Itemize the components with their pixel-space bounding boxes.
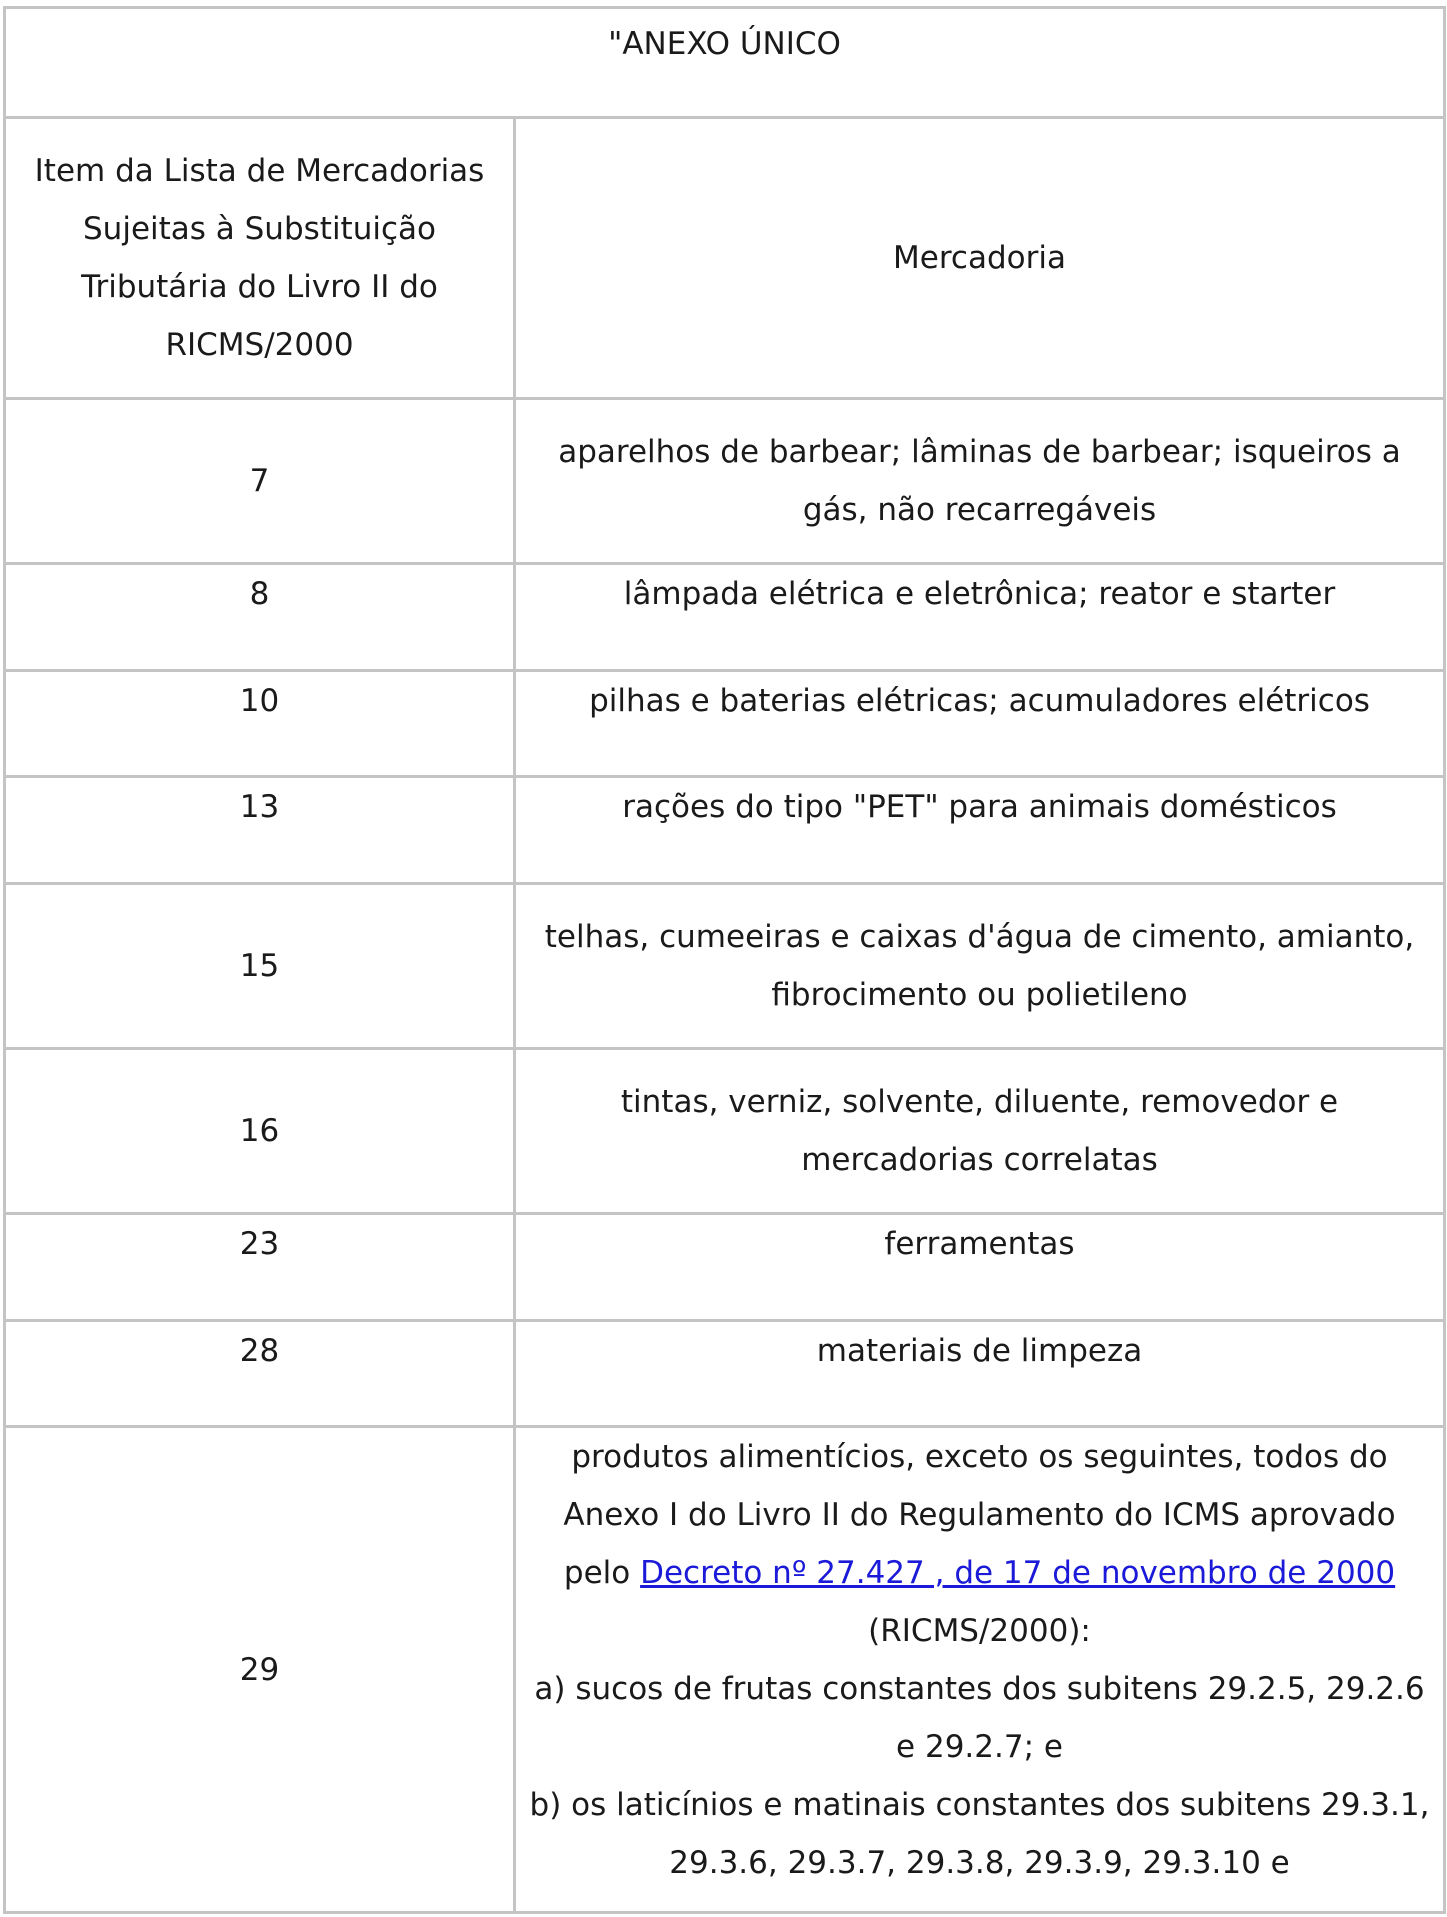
table-row — [5, 777, 1445, 884]
row-item: 8 — [5, 564, 515, 671]
header-item-column: Item da Lista de Mercadorias Sujeitas à Substituição Tributária do Livro II do RICMS/2000 — [5, 118, 515, 399]
merc-exception-b: b) os laticínios e matinais constantes dos subitens 29.3.1, 29.3.6, 29.3.7, 29.3.8, 29.3.9, 29.3.10 e — [529, 1787, 1430, 1881]
row-item: 23 — [5, 1214, 515, 1321]
row-item: 10 — [5, 671, 515, 777]
row-item: 13 — [5, 777, 515, 884]
merc-exception-a: a) sucos de frutas constantes dos subitens 29.2.5, 29.2.6 e 29.2.7; e — [534, 1671, 1425, 1765]
row-merc: rações do tipo "PET" para animais domésticos — [515, 777, 1445, 884]
annex-table — [3, 6, 1446, 1914]
table-row — [5, 564, 1445, 671]
merc-text-before-link: produtos alimentícios, exceto os seguintes, todos do Anexo I do Livro II do Regulamento do ICMS aprovado pelo — [563, 1439, 1396, 1591]
row-merc: telhas, cumeeiras e caixas d'água de cimento, amianto, fibrocimento ou polietileno — [515, 884, 1445, 1049]
row-item: 29 — [5, 1427, 515, 1913]
header-merc-column: Mercadoria — [515, 118, 1445, 399]
table-row — [5, 671, 1445, 777]
table-row — [5, 1214, 1445, 1321]
annex-title: "ANEXO ÚNICO — [5, 8, 1445, 118]
row-merc: ferramentas — [515, 1214, 1445, 1321]
table-row — [5, 884, 1445, 1049]
row-item: 15 — [5, 884, 515, 1049]
row-merc: lâmpada elétrica e eletrônica; reator e starter — [515, 564, 1445, 671]
table-row — [5, 1049, 1445, 1214]
header-row — [5, 118, 1445, 399]
row-merc: tintas, verniz, solvente, diluente, removedor e mercadorias correlatas — [515, 1049, 1445, 1214]
table-row — [5, 399, 1445, 564]
row-item: 28 — [5, 1321, 515, 1427]
merc-intro — [563, 1439, 1395, 1649]
row-item: 16 — [5, 1049, 515, 1214]
row-item: 7 — [5, 399, 515, 564]
decree-link[interactable]: Decreto nº 27.427 , de 17 de novembro de 2000 — [640, 1555, 1396, 1591]
table-row — [5, 1427, 1445, 1913]
row-merc: materiais de limpeza — [515, 1321, 1445, 1427]
table-row — [5, 1321, 1445, 1427]
title-row — [5, 8, 1445, 118]
row-merc: aparelhos de barbear; lâminas de barbear; isqueiros a gás, não recarregáveis — [515, 399, 1445, 564]
merc-text-after-link: (RICMS/2000): — [868, 1613, 1091, 1649]
row-merc — [515, 1427, 1445, 1913]
row-merc: pilhas e baterias elétricas; acumuladores elétricos — [515, 671, 1445, 777]
